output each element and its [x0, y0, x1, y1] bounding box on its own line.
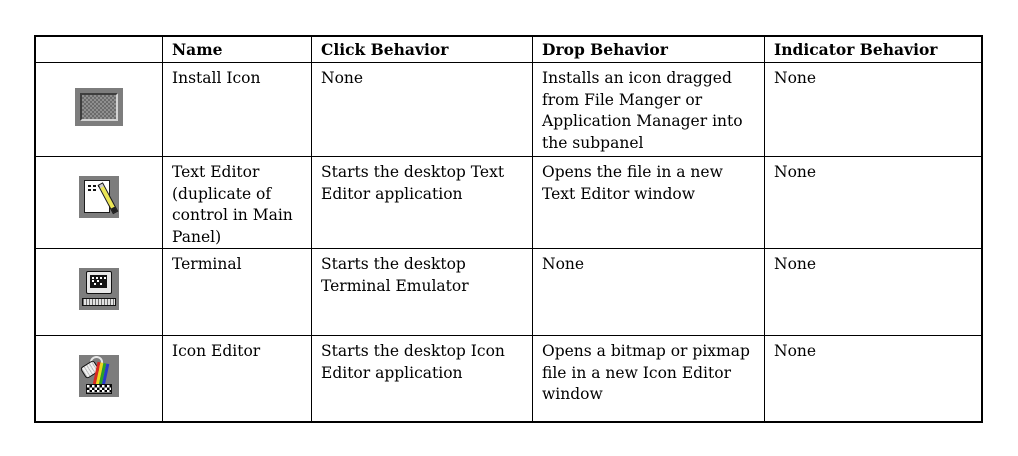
click-behavior-cell: Starts the desktop Terminal Emulator: [312, 249, 533, 336]
install-icon: [75, 88, 123, 126]
indicator-behavior-cell: None: [765, 249, 981, 336]
indicator-behavior-cell: None: [765, 157, 981, 249]
header-cell-icon: [36, 37, 163, 63]
drop-behavior-cell: Installs an icon dragged from File Manger or Application Manager into the subpanel: [533, 63, 765, 157]
install-drop-zone-frame: [80, 93, 118, 121]
indicator-behavior-cell: None: [774, 342, 817, 360]
name-cell: Terminal: [163, 249, 312, 336]
header-cell-name: Name: [163, 37, 312, 63]
header-cell-click-behavior: Click Behavior: [312, 37, 533, 63]
screen: [90, 275, 107, 288]
subpanel-controls-table: [34, 35, 983, 423]
text-editor-icon: [79, 176, 119, 218]
drop-behavior-cell: None: [533, 249, 765, 336]
icon-cell: [36, 249, 163, 336]
drop-behavior-cell: Opens the file in a new Text Editor window: [533, 157, 765, 249]
name-cell: Icon Editor: [163, 336, 312, 421]
monitor: [86, 271, 112, 294]
click-behavior-cell: Starts the desktop Icon Editor application: [312, 336, 533, 421]
click-behavior-cell: Starts the desktop Text Editor application: [312, 157, 533, 249]
name-cell: Install Icon: [163, 63, 312, 157]
icon-cell: [36, 336, 163, 421]
icon-cell: [36, 63, 163, 157]
screen-pixels: [92, 277, 94, 279]
header-cell-drop-behavior: Drop Behavior: [533, 37, 765, 63]
text-dashes: [88, 189, 98, 191]
icon-cell: [36, 157, 163, 249]
click-behavior-cell: None: [312, 63, 533, 157]
icon-editor-icon: [79, 355, 119, 397]
header-cell-indicator-behavior: Indicator Behavior: [765, 37, 981, 63]
name-cell: Text Editor (duplicate of control in Main Panel): [163, 157, 312, 249]
indicator-behavior-cell: None: [765, 63, 981, 157]
terminal-icon: [79, 268, 119, 310]
checkerboard: [86, 384, 112, 394]
drop-behavior-cell: Opens a bitmap or pixmap file in a new Icon Editor window: [533, 336, 765, 421]
keyboard: [82, 298, 116, 306]
